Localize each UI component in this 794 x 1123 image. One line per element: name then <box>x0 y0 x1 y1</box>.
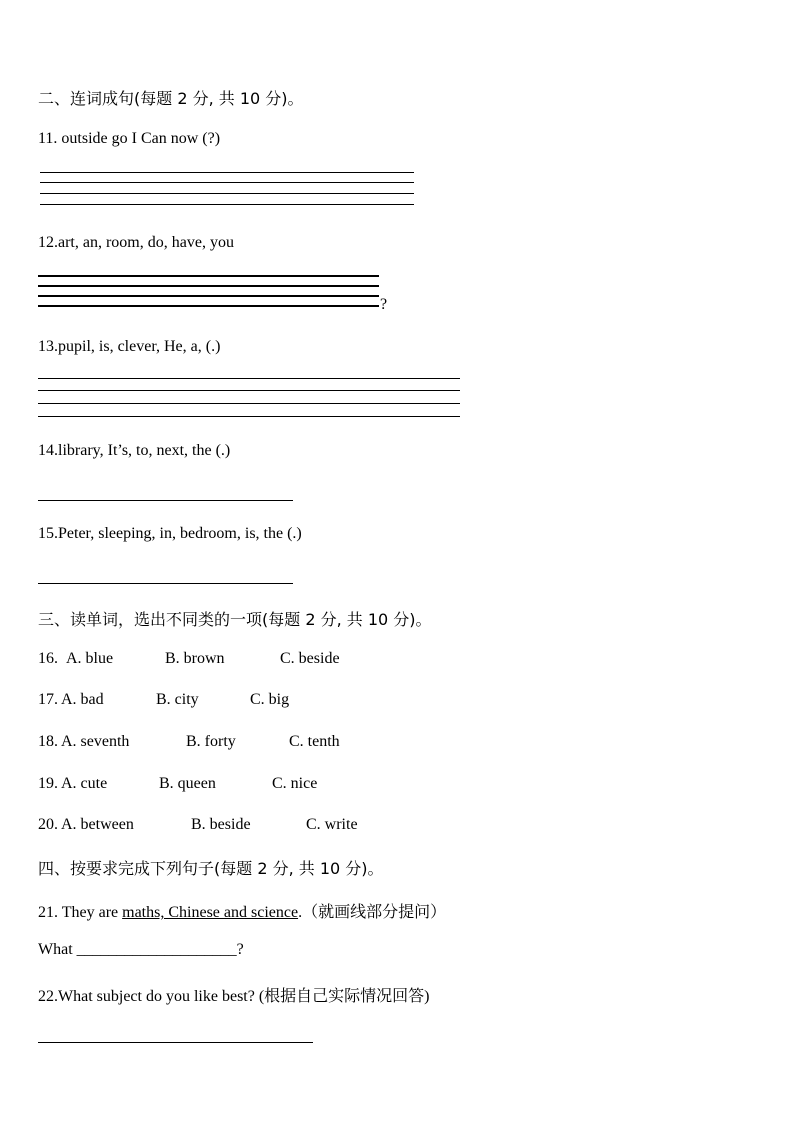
question-number: 18. <box>38 733 58 750</box>
answer-line <box>40 193 414 194</box>
answer-line <box>38 285 379 287</box>
question-number: 19. <box>38 775 58 792</box>
question-13: 13.pupil, is, clever, He, a, (.) <box>38 338 221 355</box>
option-a: A. between <box>61 816 134 833</box>
answer-line <box>40 204 414 205</box>
option-a: A. seventh <box>61 733 130 750</box>
question-12-end-mark: ? <box>380 296 388 313</box>
option-b: B. city <box>156 691 199 708</box>
answer-line <box>40 182 414 183</box>
question-21 <box>38 899 446 922</box>
answer-line <box>38 275 379 277</box>
option-c: C. beside <box>280 650 340 667</box>
answer-line <box>40 172 414 173</box>
option-c: C. big <box>250 691 290 708</box>
option-c: C. tenth <box>289 733 340 750</box>
question-22: 22.What subject do you like best? (根据自己实际情况回答) <box>38 988 430 1005</box>
answer-line-15 <box>38 583 293 584</box>
answer-line-22 <box>38 1042 313 1043</box>
option-b: B. queen <box>159 775 216 792</box>
question-12: 12.art, an, room, do, have, you <box>38 234 234 251</box>
question-15: 15.Peter, sleeping, in, bedroom, is, the (.) <box>38 525 302 542</box>
question-14: 14.library, It’s, to, next, the (.) <box>38 442 231 459</box>
question-21-prefix: 21. They are <box>38 904 123 921</box>
option-a: A. bad <box>61 691 104 708</box>
option-b: B. beside <box>191 816 251 833</box>
question-21-suffix: .（就画线部分提问） <box>298 904 447 921</box>
option-a: A. cute <box>61 775 108 792</box>
answer-line <box>38 305 379 307</box>
option-c: C. write <box>306 816 358 833</box>
option-c: C. nice <box>272 775 318 792</box>
answer-line <box>38 390 460 391</box>
answer-line <box>38 403 460 404</box>
question-21-answer: What ____________________? <box>38 941 244 958</box>
option-a: A. blue <box>66 650 114 667</box>
question-number: 17. <box>38 691 58 708</box>
answer-line-14 <box>38 500 293 501</box>
option-b: B. brown <box>165 650 225 667</box>
question-21-underlined: maths, Chinese and science <box>122 904 299 921</box>
section3-heading: 三、读单词，选出不同类的一项(每题 2 分, 共 10 分)。 <box>38 610 432 629</box>
option-b: B. forty <box>186 733 236 750</box>
section4-heading: 四、按要求完成下列句子(每题 2 分, 共 10 分)。 <box>38 859 384 878</box>
answer-line <box>38 378 460 379</box>
question-11: 11. outside go I Can now (?) <box>38 130 221 147</box>
answer-line <box>38 416 460 417</box>
answer-line <box>38 295 379 297</box>
question-number: 16. <box>38 650 58 667</box>
section2-heading: 二、连词成句(每题 2 分, 共 10 分)。 <box>38 89 304 108</box>
question-number: 20. <box>38 816 58 833</box>
